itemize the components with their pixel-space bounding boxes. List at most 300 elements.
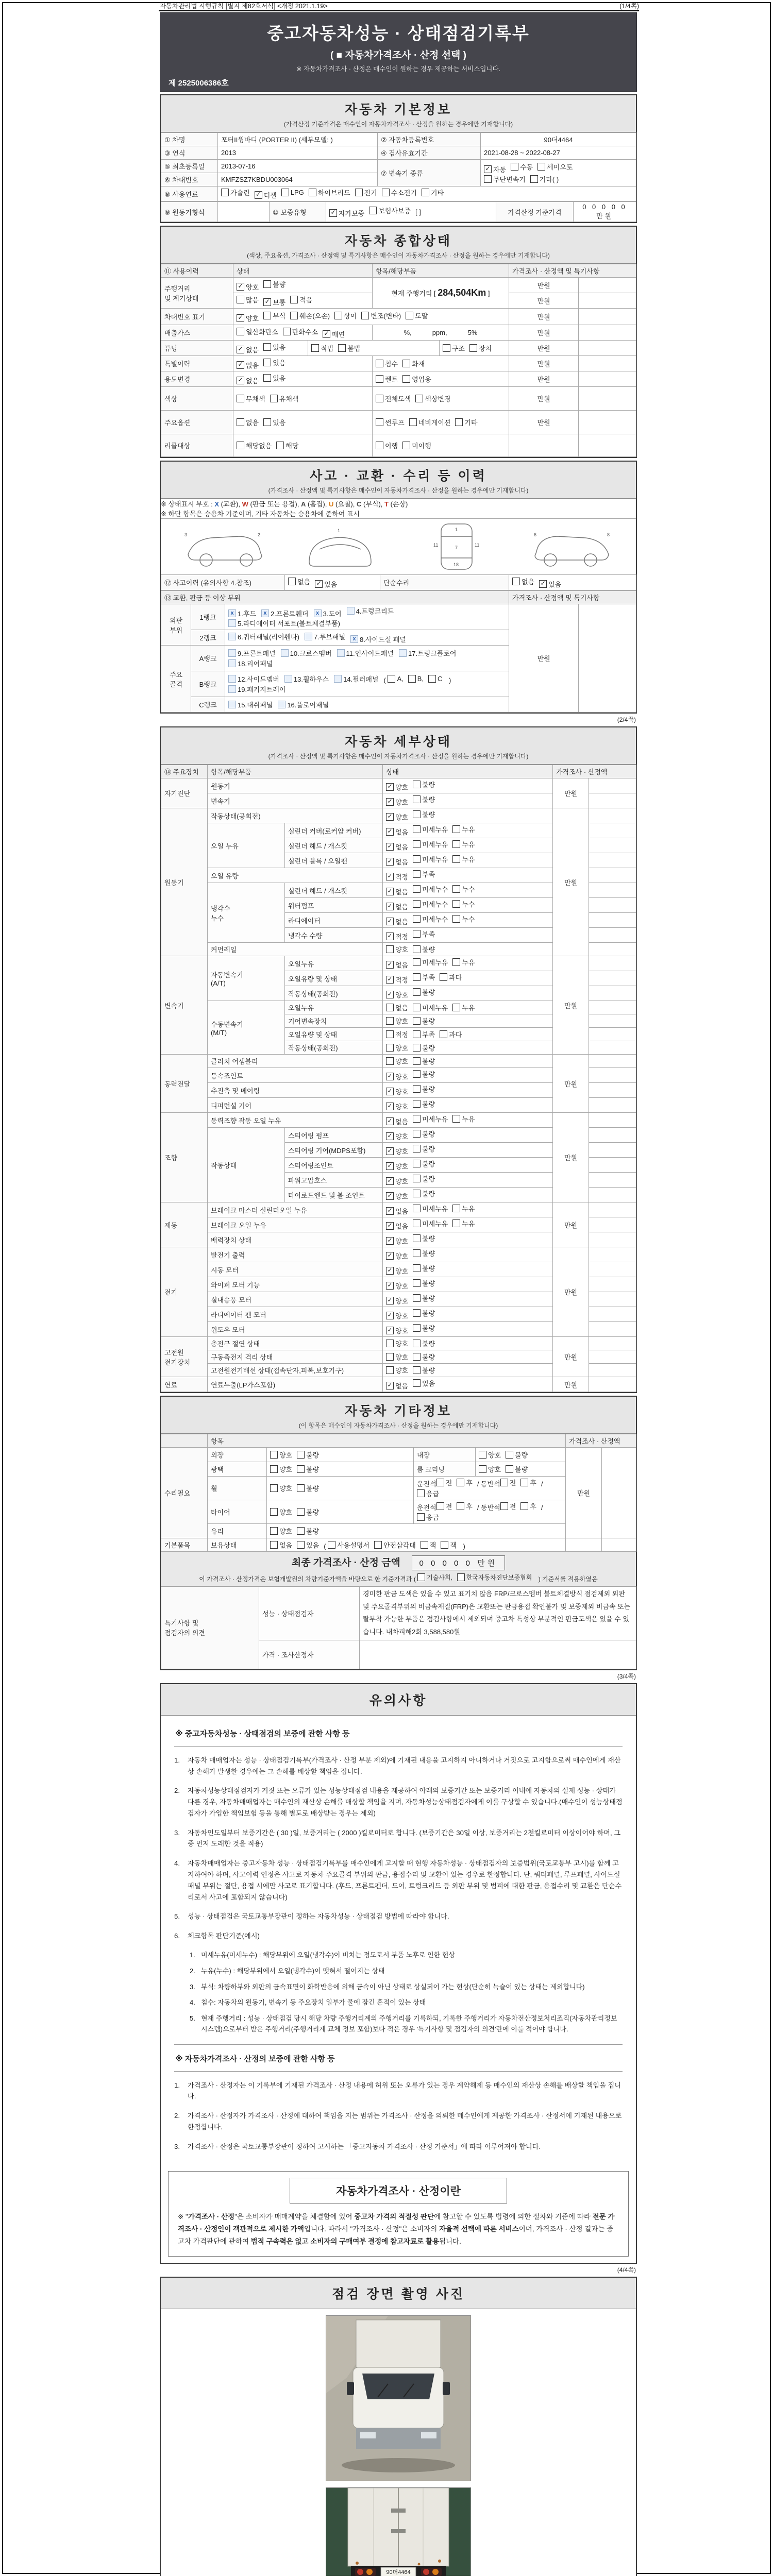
checkbox-양호[interactable] — [237, 282, 259, 292]
checkbox-불량[interactable] — [413, 1308, 435, 1318]
text: 운전석 — [417, 1504, 436, 1512]
checkbox-불량[interactable] — [413, 944, 435, 954]
checkbox-미세누유[interactable] — [413, 839, 448, 849]
checkbox-label: 도말 — [415, 312, 428, 320]
checkbox-box — [413, 1145, 421, 1153]
checkbox-양호[interactable] — [386, 1266, 408, 1276]
checkbox-box — [374, 1541, 382, 1549]
checkbox-상이[interactable] — [334, 311, 357, 320]
xmark-19-패키지트레이[interactable] — [228, 684, 285, 694]
checkbox-누수[interactable] — [452, 884, 475, 894]
table-cell: 커먼레일 — [208, 943, 383, 956]
checkbox-양호[interactable] — [386, 1016, 408, 1026]
checkbox-양호[interactable] — [386, 990, 408, 999]
checkbox-디젤[interactable] — [255, 190, 277, 200]
text: 이 가격조사 · 산정가격은 보험개발원의 차량기준가액을 바탕으로 한 기준가격과 ( — [199, 1575, 418, 1583]
checkbox-미세누수[interactable] — [413, 899, 448, 909]
row-label-cell: B랭크 — [191, 671, 225, 697]
checkbox-미세누유[interactable] — [413, 1114, 448, 1124]
xmark-box — [334, 675, 342, 683]
checkbox-후[interactable] — [520, 1501, 536, 1511]
xmark-16-플로어패널[interactable] — [278, 700, 329, 709]
checkbox-양호[interactable] — [386, 1043, 408, 1053]
xmark-14-필러패널[interactable] — [334, 674, 378, 684]
checkbox-하이브리드[interactable] — [309, 188, 350, 197]
table-row — [161, 1524, 636, 1538]
accident-title: 사고 · 교환 · 수리 등 이력 — [310, 469, 487, 483]
checkbox-훼손-오손-[interactable] — [290, 311, 330, 320]
appraisal-amount-cell — [509, 434, 579, 457]
checkbox-label: 없음 — [246, 361, 259, 369]
checkbox-양호[interactable] — [386, 1161, 408, 1171]
checkbox-없음[interactable] — [386, 902, 408, 911]
checkbox-부족[interactable] — [413, 929, 435, 939]
checkbox-미세누수[interactable] — [413, 884, 448, 894]
checkbox-양호[interactable] — [270, 1464, 292, 1474]
checkbox-안전삼각대[interactable] — [374, 1540, 416, 1550]
checkbox-불량[interactable] — [297, 1464, 319, 1474]
checkbox-불량[interactable] — [297, 1507, 319, 1517]
checkbox-B-[interactable] — [408, 675, 424, 683]
checkbox-침수[interactable] — [376, 359, 398, 368]
checkbox-없음[interactable] — [386, 1003, 408, 1012]
checkbox-label: 불량 — [306, 1451, 320, 1459]
checkbox-불량[interactable] — [413, 1293, 435, 1303]
checkbox-있음[interactable] — [263, 358, 285, 367]
table-cell — [383, 971, 553, 986]
table-row — [161, 591, 636, 604]
xmark-10-크로스멤버[interactable] — [281, 648, 332, 658]
checkbox-무채색[interactable] — [237, 394, 265, 403]
checkbox-미세누유[interactable] — [413, 854, 448, 864]
checkbox-양호[interactable] — [386, 1236, 408, 1246]
checkbox-적법[interactable] — [311, 343, 333, 353]
checkbox-없음[interactable] — [386, 917, 408, 926]
xmark-1-후드[interactable] — [228, 608, 256, 618]
checkbox-양호[interactable] — [479, 1450, 501, 1460]
checkbox-양호[interactable] — [386, 1311, 408, 1320]
xmark-8-사이드실-패널[interactable] — [350, 634, 406, 644]
xmark-box — [399, 649, 407, 657]
checkbox-없음[interactable] — [237, 376, 259, 385]
checkbox-불법[interactable] — [338, 343, 360, 353]
table-cell — [589, 1001, 636, 1014]
table-cell: 항목/해당부품 — [208, 765, 383, 778]
checkbox-양호[interactable] — [386, 1326, 408, 1335]
checkbox-box — [479, 1465, 486, 1473]
checkbox-label: 11.인사이드패널 — [346, 649, 394, 657]
checkbox-양호[interactable] — [386, 1352, 408, 1362]
checkbox-없음[interactable] — [386, 1381, 408, 1391]
checkbox-있음[interactable] — [539, 579, 561, 589]
checkbox-불량[interactable] — [297, 1450, 319, 1460]
xmark-12-사이드멤버[interactable] — [228, 674, 279, 684]
xmark-13-휠하우스[interactable] — [284, 674, 329, 684]
checkbox-전체도색[interactable] — [376, 394, 411, 403]
checkbox-보험사보증[interactable] — [369, 206, 411, 215]
checkbox-양호[interactable] — [386, 812, 408, 822]
checkbox-box — [520, 1479, 528, 1486]
xmark-18-리어패널[interactable] — [228, 658, 273, 668]
table-cell — [383, 838, 553, 853]
checkbox-양호[interactable] — [386, 1251, 408, 1261]
checkbox-box — [413, 930, 421, 938]
checkbox-부족[interactable] — [413, 972, 435, 982]
xmark-4-트렁크리드[interactable] — [347, 606, 394, 616]
checkbox-불량[interactable] — [413, 1278, 435, 1288]
checkbox-불량[interactable] — [297, 1526, 319, 1536]
checkbox-label: 누유 — [462, 841, 475, 849]
checkbox-양호[interactable] — [270, 1450, 292, 1460]
checkbox-없음[interactable] — [270, 1540, 292, 1550]
checkbox-불량[interactable] — [297, 1483, 319, 1493]
xmark-2-프론트휀더[interactable] — [261, 608, 309, 618]
checkbox-불량[interactable] — [413, 1144, 435, 1154]
checkbox-없음[interactable] — [386, 1116, 408, 1126]
checkbox-후[interactable] — [457, 1478, 473, 1487]
checkbox-label: 한국자동차진단보증협회 — [466, 1574, 532, 1581]
checkbox-후[interactable] — [520, 1478, 536, 1487]
checkbox-한국자동차진단보증협회[interactable] — [457, 1573, 532, 1582]
checkbox-label: 양호 — [395, 1312, 409, 1320]
checkbox-누유[interactable] — [452, 1003, 475, 1012]
checkbox-누유[interactable] — [452, 1218, 475, 1228]
checkbox-있음[interactable] — [263, 373, 285, 383]
checkbox-적음[interactable] — [290, 295, 312, 304]
checkbox-해당[interactable] — [276, 440, 298, 450]
inspector-opinion-table — [161, 1586, 636, 1669]
checkbox-불량[interactable] — [413, 1338, 435, 1348]
table-cell: ⑪ 사용이력 — [161, 264, 233, 278]
checkbox-불량[interactable] — [506, 1464, 528, 1474]
checkbox-전[interactable] — [436, 1501, 452, 1511]
table-cell: 작동상태(공회전) — [285, 1041, 383, 1055]
checkbox-누유[interactable] — [452, 1204, 475, 1213]
checkbox-미세누유[interactable] — [413, 957, 448, 967]
checkbox-불량[interactable] — [263, 279, 285, 289]
row-label-cell: 주요 골격 — [161, 646, 191, 713]
table-row — [161, 356, 636, 371]
checkbox-box — [452, 855, 460, 863]
checkbox-불량[interactable] — [413, 1248, 435, 1258]
checkbox-불량[interactable] — [413, 779, 435, 789]
checkbox-양호[interactable] — [386, 1176, 408, 1186]
table-cell: 워터펌프 — [285, 898, 383, 913]
text: / 동반석 — [477, 1504, 500, 1512]
xmark-box — [228, 685, 236, 693]
table-cell — [589, 898, 636, 913]
checkbox-box — [441, 1541, 448, 1549]
checkbox-label: 17.트렁크플로어 — [408, 649, 457, 657]
table-cell: 파워고압호스 — [285, 1173, 383, 1188]
checkbox-누수[interactable] — [452, 899, 475, 909]
checkbox-가솔린[interactable] — [221, 188, 250, 197]
checkbox-잭[interactable] — [441, 1540, 457, 1550]
checkbox-양호[interactable] — [386, 1365, 408, 1375]
table-cell: 오일유량 및 상태 — [285, 1028, 383, 1041]
xmark-15-대쉬패널[interactable] — [228, 700, 273, 709]
checkbox-매연[interactable] — [323, 329, 345, 339]
checkbox-있음[interactable] — [263, 417, 285, 427]
checkbox-자동[interactable] — [484, 164, 506, 174]
table-cell — [285, 575, 380, 590]
checkbox-label: 양호 — [395, 1353, 409, 1361]
checkbox-있음[interactable] — [263, 342, 285, 352]
checkbox-많음[interactable] — [237, 295, 259, 304]
xmark-17-트렁크플로어[interactable] — [399, 648, 456, 658]
checkbox-없음[interactable] — [386, 1221, 408, 1231]
checkbox-불량[interactable] — [413, 1352, 435, 1362]
checkbox-네비게이션[interactable] — [409, 417, 451, 427]
table-cell — [383, 1202, 553, 1217]
checkbox-box — [413, 945, 421, 953]
checkbox-없음[interactable] — [237, 345, 259, 354]
checkbox-누유[interactable] — [452, 1114, 475, 1124]
checkbox-있음[interactable] — [315, 579, 337, 589]
checkbox-C[interactable] — [428, 675, 442, 683]
checkbox-box — [263, 312, 271, 319]
checkbox-불량[interactable] — [413, 1129, 435, 1139]
checkbox-유채색[interactable] — [270, 394, 299, 403]
checkbox-양호[interactable] — [270, 1526, 292, 1536]
checkbox-적정[interactable] — [386, 1029, 408, 1039]
xmark-6-쿼터패널-리어휀다-[interactable] — [228, 632, 299, 641]
checkbox-양호[interactable] — [270, 1507, 292, 1517]
checkbox-불량[interactable] — [413, 1323, 435, 1333]
checkbox-기술사회-[interactable] — [417, 1573, 452, 1582]
checkbox-label: 전 — [509, 1479, 516, 1487]
checkbox-box: ✓ — [386, 991, 394, 998]
checkbox-부식[interactable] — [263, 311, 285, 320]
checkbox-불량[interactable] — [413, 987, 435, 997]
xmark-11-인사이드패널[interactable] — [337, 648, 394, 658]
checkbox-기타[interactable] — [422, 188, 444, 197]
xmark-box: x — [350, 635, 358, 643]
checkbox-label: 있음 — [306, 1541, 320, 1549]
xmark-5-라디에이터-서포트-볼트체결부품-[interactable] — [228, 618, 340, 628]
checkbox-label: 보험사보증 — [378, 207, 411, 215]
checkbox-누유[interactable] — [452, 957, 475, 967]
checkbox-영업용[interactable] — [402, 374, 431, 384]
checkbox-양호[interactable] — [386, 1072, 408, 1081]
checkbox-box — [297, 1527, 305, 1535]
checkbox-양호[interactable] — [386, 1281, 408, 1291]
xmark-7-루브패널[interactable] — [305, 632, 345, 641]
checkbox-양호[interactable] — [386, 782, 408, 792]
checkbox-기타-[interactable] — [530, 174, 559, 184]
table-cell: 작동상태(공회전) — [285, 986, 383, 1001]
checkbox-불량[interactable] — [413, 1069, 435, 1079]
checkbox-label: 잭 — [429, 1541, 436, 1549]
checkbox-탄화수소[interactable] — [283, 327, 318, 336]
top-rule — [159, 10, 639, 11]
checkbox-불량[interactable] — [413, 1189, 435, 1198]
checkbox-있음[interactable] — [413, 1378, 435, 1388]
checkbox-불량[interactable] — [413, 1084, 435, 1094]
checkbox-양호[interactable] — [386, 1146, 408, 1156]
xmark-3-도어[interactable] — [314, 608, 342, 618]
checkbox-양호[interactable] — [479, 1464, 501, 1474]
checkbox-불량[interactable] — [413, 1056, 435, 1066]
checkbox-box — [452, 900, 460, 908]
checkbox-색상변경[interactable] — [415, 394, 450, 403]
checkbox-label: 불량 — [422, 1366, 435, 1375]
table-cell: 항목/해당부품 — [373, 264, 509, 278]
checkbox-도말[interactable] — [406, 311, 428, 320]
notice-title: 유의사항 — [369, 1693, 428, 1708]
checkbox-전[interactable] — [436, 1478, 452, 1487]
checkbox-불량[interactable] — [413, 1016, 435, 1026]
checkbox-불량[interactable] — [413, 809, 435, 819]
checkbox-썬루프[interactable] — [376, 417, 405, 427]
checkbox-양호[interactable] — [270, 1483, 292, 1493]
checkbox-없음[interactable] — [386, 827, 408, 837]
checkbox-box: ✓ — [386, 888, 394, 895]
checkbox-무단변속기[interactable] — [484, 174, 526, 184]
checkbox-없음[interactable] — [386, 887, 408, 896]
checkbox-불량[interactable] — [413, 1174, 435, 1183]
checkbox-label: 없음 — [395, 1004, 409, 1012]
checkbox-box — [413, 1057, 421, 1065]
row-label-cell: 연료 — [161, 1377, 208, 1392]
checkbox-box — [500, 1502, 508, 1510]
checkbox-전[interactable] — [500, 1478, 516, 1487]
checkbox-box — [270, 1484, 278, 1492]
checkbox-사용설명서[interactable] — [328, 1540, 369, 1550]
checkbox-label: 미세누유 — [422, 826, 448, 834]
checkbox-box: ✓ — [386, 903, 394, 910]
checkbox-양호[interactable] — [386, 1087, 408, 1096]
checkbox-label: 불량 — [422, 1017, 435, 1025]
table-cell: 실린더 블록 / 오일팬 — [285, 853, 383, 868]
checkbox-label: 변조(변타) — [371, 312, 401, 320]
checkbox-없음[interactable] — [237, 360, 259, 370]
checkbox-box — [355, 189, 363, 196]
checkbox-부족[interactable] — [413, 1029, 435, 1039]
checkbox-미세누유[interactable] — [413, 1003, 448, 1012]
checkbox-자가보증[interactable] — [329, 208, 364, 218]
checkbox-불량[interactable] — [413, 1263, 435, 1273]
checkbox-label: 미세누유 — [422, 841, 448, 849]
checkbox-있음[interactable] — [297, 1540, 319, 1550]
table-row — [161, 1462, 636, 1477]
table-cell: 실린더 헤드 / 개스킷 — [285, 883, 383, 898]
text: 자율적 선택에 따른 서비스 — [439, 2225, 519, 2233]
checkbox-장치[interactable] — [469, 343, 492, 353]
checkbox-누유[interactable] — [452, 839, 475, 849]
form-table — [161, 201, 636, 222]
checkbox-양호[interactable] — [386, 797, 408, 807]
xmark-9-프론트패널[interactable] — [228, 648, 276, 658]
checkbox-양호[interactable] — [386, 1101, 408, 1111]
checkbox-보통[interactable] — [263, 297, 285, 307]
checkbox-부족[interactable] — [413, 869, 435, 879]
checkbox-없음[interactable] — [386, 960, 408, 970]
checkbox-기타[interactable] — [455, 417, 477, 427]
checkbox-미세누유[interactable] — [413, 1204, 448, 1213]
checkbox-양호[interactable] — [386, 1296, 408, 1306]
checkbox-양호[interactable] — [386, 1056, 408, 1066]
checkbox-화재[interactable] — [402, 359, 425, 368]
checkbox-불량[interactable] — [413, 1159, 435, 1168]
checkbox-양호[interactable] — [386, 1131, 408, 1141]
checkbox-미세누유[interactable] — [413, 1218, 448, 1228]
checkbox-label: 없음 — [297, 578, 311, 586]
checkbox-수동[interactable] — [511, 162, 533, 172]
checkbox-해당없음[interactable] — [237, 440, 272, 450]
row-label-cell: 원동기 — [161, 808, 208, 956]
checkbox-양호[interactable] — [386, 1338, 408, 1348]
checkbox-누수[interactable] — [452, 914, 475, 924]
checkbox-적정[interactable] — [386, 931, 408, 941]
checkbox-불량[interactable] — [413, 1099, 435, 1109]
checkbox-box — [297, 1508, 305, 1516]
appraisal-amount-cell: 만원 — [509, 411, 579, 434]
checkbox-label: 불량 — [422, 1160, 435, 1168]
checkbox-미이행[interactable] — [402, 440, 431, 450]
svg-text:8: 8 — [607, 532, 610, 537]
checkbox-양호[interactable] — [386, 1191, 408, 1201]
checkbox-불량[interactable] — [413, 1233, 435, 1243]
checkbox-A-[interactable] — [388, 675, 403, 683]
checkbox-양호[interactable] — [237, 313, 259, 323]
checkbox-전기[interactable] — [355, 188, 377, 197]
checkbox-없음[interactable] — [386, 857, 408, 867]
checkbox-없음[interactable] — [512, 577, 534, 586]
checkbox-변조-변타-[interactable] — [361, 311, 401, 320]
checkbox-label: 불량 — [273, 280, 286, 289]
checkbox-렌트[interactable] — [376, 374, 398, 384]
checkbox-label: 없음 — [395, 1118, 409, 1126]
text: 중고차 가격의 적절성 판단 — [354, 2212, 434, 2221]
checkbox-이행[interactable] — [376, 440, 398, 450]
checkbox-없음[interactable] — [288, 577, 310, 586]
table-cell — [589, 971, 636, 986]
checkbox-응급[interactable] — [417, 1488, 439, 1498]
checkbox-구조[interactable] — [443, 343, 465, 353]
checkbox-label: A, — [397, 674, 404, 683]
checkbox-누유[interactable] — [452, 854, 475, 864]
checkbox-없음[interactable] — [386, 1206, 408, 1216]
checkbox-미세누수[interactable] — [413, 914, 448, 924]
table-cell: 시동 모터 — [208, 1262, 383, 1277]
checkbox-LPG[interactable] — [281, 189, 304, 196]
checkbox-잭[interactable] — [421, 1540, 436, 1550]
checkbox-불량[interactable] — [413, 1365, 435, 1375]
checkbox-응급[interactable] — [417, 1512, 439, 1522]
checkbox-미세누유[interactable] — [413, 824, 448, 834]
checkbox-label: B, — [417, 674, 424, 683]
checkbox-세미오토[interactable] — [537, 162, 573, 172]
checkbox-양호[interactable] — [386, 944, 408, 954]
checkbox-불량[interactable] — [413, 794, 435, 804]
checkbox-없음[interactable] — [237, 417, 259, 427]
checkbox-불량[interactable] — [413, 1043, 435, 1053]
checkbox-후[interactable] — [457, 1501, 473, 1511]
checkbox-적정[interactable] — [386, 975, 408, 985]
checkbox-없음[interactable] — [386, 842, 408, 852]
checkbox-일산화탄소[interactable] — [237, 327, 278, 336]
checkbox-수소전기[interactable] — [382, 188, 417, 197]
checkbox-적정[interactable] — [386, 872, 408, 882]
checkbox-과다[interactable] — [440, 972, 462, 982]
checkbox-전[interactable] — [500, 1501, 516, 1511]
checkbox-누유[interactable] — [452, 824, 475, 834]
table-cell — [233, 356, 373, 371]
checkbox-불량[interactable] — [506, 1450, 528, 1460]
checkbox-box — [417, 1489, 425, 1497]
checkbox-과다[interactable] — [440, 1029, 462, 1039]
